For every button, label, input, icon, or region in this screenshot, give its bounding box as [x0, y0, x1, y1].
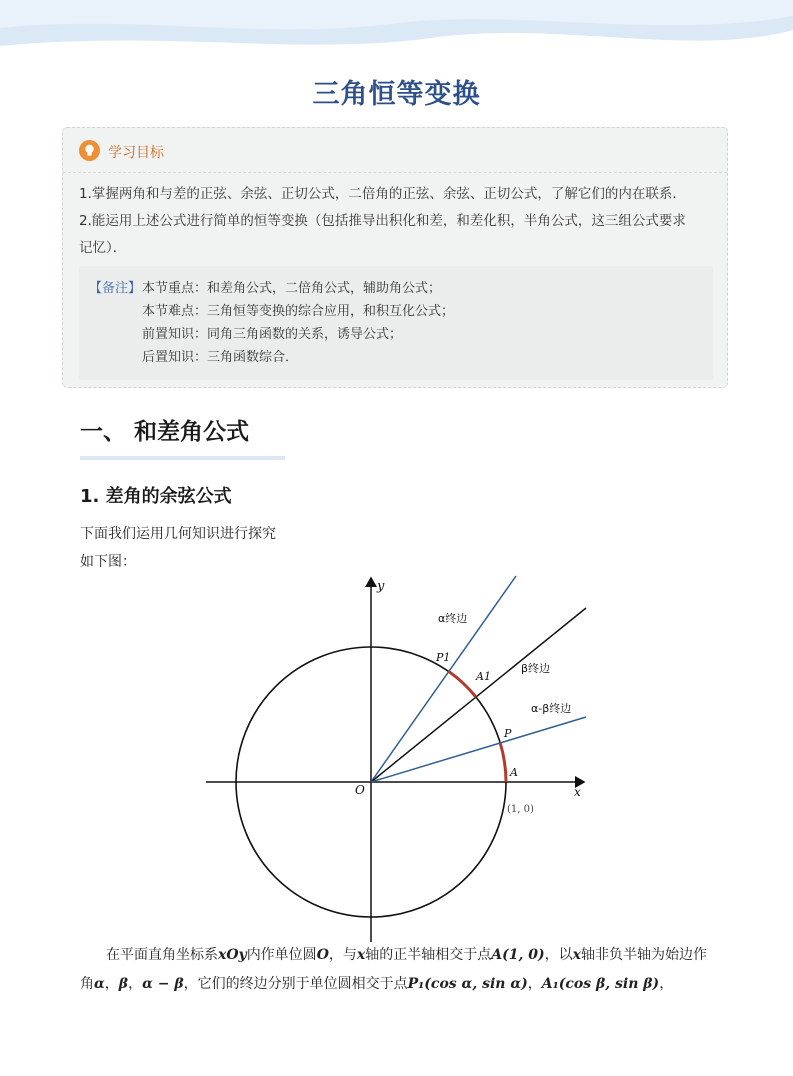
header-wave-decoration: [0, 0, 793, 62]
intro-line-1: 下面我们运用几何知识进行探究: [80, 526, 276, 542]
text-run: ，: [659, 976, 674, 992]
text-run: ，与: [328, 947, 357, 963]
text-run: ，: [128, 976, 143, 992]
origin-label: O: [355, 783, 365, 797]
unit-circle-diagram: [200, 570, 600, 945]
goal-line-1: 1.掌握两角和与差的正弦、余弦、正切公式，二倍角的正弦、余弦、正切公式，了解它们的内在联系．: [79, 186, 686, 202]
text-run: ，它们的终边分别于单位圆相交于点: [183, 976, 408, 992]
text-run: 轴非负半轴为始边作: [580, 947, 707, 963]
note-line-prerequisites: 前置知识：同角三角函数的关系，诱导公式；: [142, 327, 403, 342]
math-point-p1: P₁(cos α, sin α): [407, 976, 528, 992]
math-circle-o: O: [316, 947, 329, 963]
text-run: ，: [104, 976, 119, 992]
math-alpha-minus-beta: α − β: [142, 976, 184, 992]
subsection-heading: 1. 差角的余弦公式: [80, 486, 232, 507]
alpha-minus-beta-side-label: α-β终边: [531, 702, 572, 715]
learning-goals-box: [62, 127, 728, 388]
beta-side-label: β终边: [521, 662, 551, 675]
math-coordinate-system: xOy: [218, 947, 247, 963]
math-point-a1: A₁(cos β, sin β): [541, 976, 660, 992]
alpha-minus-beta-terminal-ray: [371, 717, 586, 782]
unit-point-label: (1, 0): [507, 804, 534, 815]
learning-goals-label: 学习目标: [108, 145, 164, 161]
math-beta: β: [118, 976, 129, 992]
text-run: 角: [80, 976, 94, 992]
note-line-key-points: 本节重点：和差角公式，二倍角公式，辅助角公式；: [142, 281, 442, 296]
arc-p1-a1: [449, 671, 476, 697]
p1-label: P1: [436, 651, 451, 664]
learning-goals-header: [63, 128, 727, 173]
alpha-side-label: α终边: [438, 612, 468, 625]
alpha-terminal-ray: [371, 576, 516, 782]
note-box: [79, 266, 713, 380]
page-title: 三角恒等变换: [312, 79, 481, 110]
body-text-line-2: [80, 973, 673, 993]
note-line-difficulties: 本节难点：三角恒等变换的综合应用，和积互化公式；: [142, 304, 455, 319]
note-tag: 【备注】: [89, 281, 142, 296]
text-run: 轴的正半轴相交于点: [365, 947, 492, 963]
text-run: ，以: [544, 947, 573, 963]
text-run: ，: [527, 976, 542, 992]
goal-line-2: 2.能运用上述公式进行简单的恒等变换（包括推导出积化和差，和差化积，半角公式，这三组公式要求: [79, 213, 686, 229]
text-run: 内作单位圆: [246, 947, 317, 963]
body-text-line-1: [106, 944, 707, 964]
a-label: A: [510, 766, 518, 779]
note-line-follow-up: 后置知识：三角函数综合．: [142, 350, 299, 365]
a1-label: A1: [476, 670, 491, 683]
text-run: 在平面直角坐标系: [106, 947, 218, 963]
lightbulb-icon: [79, 140, 100, 161]
intro-line-2: 如下图：: [80, 554, 136, 570]
math-x: x: [572, 947, 581, 963]
y-axis-label: y: [377, 579, 385, 594]
beta-terminal-ray: [371, 608, 586, 782]
arc-p-a: [500, 743, 506, 782]
section-heading-underline: [80, 456, 285, 460]
math-point-a: A(1, 0): [491, 947, 545, 963]
math-alpha: α: [94, 976, 105, 992]
x-axis-label: x: [574, 785, 581, 799]
section-heading: 一、 和差角公式: [80, 419, 250, 445]
goal-line-3: 记忆）．: [79, 240, 127, 256]
math-x: x: [356, 947, 366, 963]
p-label: P: [504, 727, 512, 740]
